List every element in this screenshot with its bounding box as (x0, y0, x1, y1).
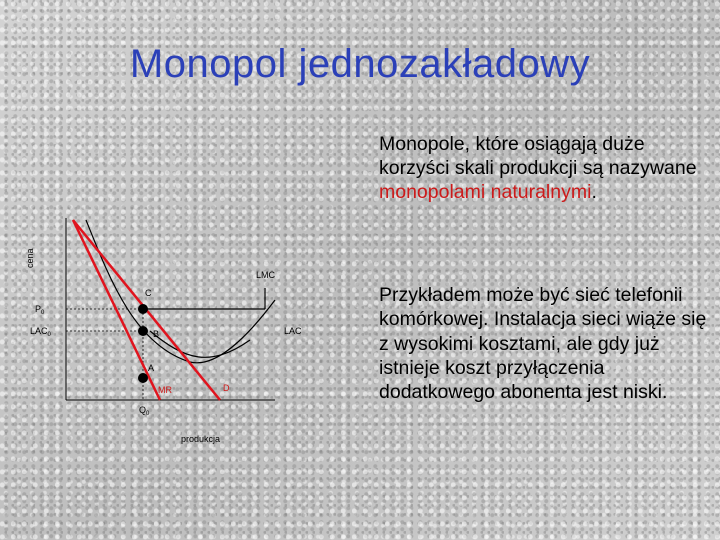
q0-label: $Q_0$ (139, 405, 150, 417)
intro-highlight: monopolami naturalnymi (379, 181, 592, 203)
intro-end: . (591, 181, 597, 203)
lac0-label: $LAC_0$ (30, 326, 51, 338)
guide-lines (66, 309, 143, 400)
point-b (138, 326, 148, 336)
price-label: $P_0$ (35, 304, 45, 316)
mr-label: MR (158, 385, 172, 395)
point-c-label: C (145, 288, 152, 298)
d-label: D (223, 383, 230, 393)
slide-title: Monopol jednozakładowy (129, 42, 591, 86)
lmc-label: LMC (256, 270, 276, 280)
example-paragraph: Przykładem może być sieć telefonii komórkowej. Instalacja sieci wiąże się z wysokimi kosztami, ale gdy już istnieje koszt przyłączenia dodatkowego abonenta jest niski. (379, 284, 707, 404)
point-a-label: A (148, 363, 155, 373)
intro-text: Monopole, które osiągają duże korzyści skali produkcji są nazywane (379, 133, 697, 179)
y-axis-label: cena (25, 248, 35, 268)
point-b-label: B (153, 329, 160, 339)
lmc-curve (86, 220, 275, 363)
point-c (138, 304, 148, 314)
x-axis-label: produkcja (181, 434, 221, 444)
point-a (138, 373, 148, 383)
lac-curve-label: LAC (284, 326, 302, 336)
